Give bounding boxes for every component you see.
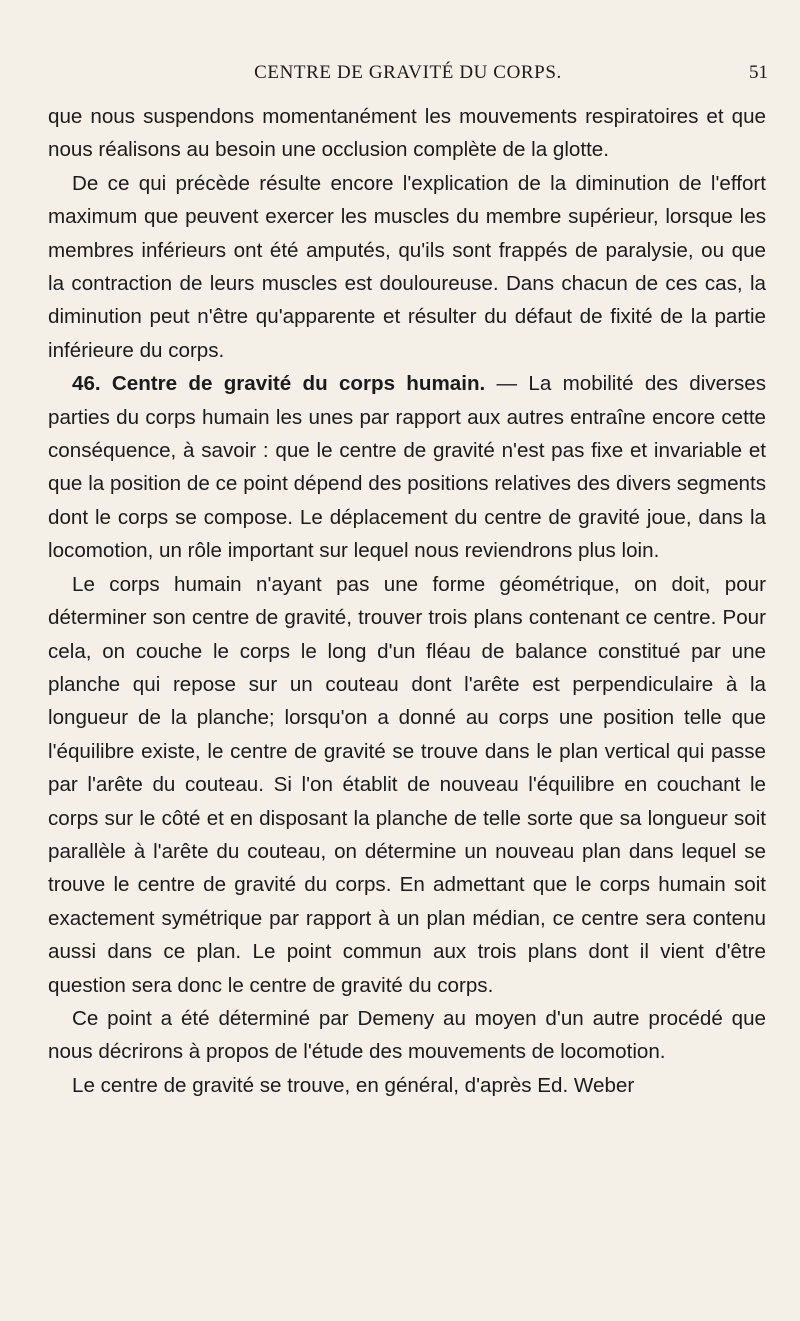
paragraph-text: — La mobilité des diverses parties du corps humain les unes par rapport aux autres entraîne encore cette conséquence, à savoir : que le centre de gravité n'est pas fixe et invariable et que la position de ce point dépend des positions relatives des divers segments dont le corps se compose. Le déplacement du centre de gravité joue, dans la locomotion, un rôle important sur lequel nous reviendrons plus loin. — [48, 372, 766, 563]
page-number: 51 — [749, 62, 768, 83]
paragraph-three-planes — [48, 568, 766, 1002]
paragraph-text: Ce point a été déterminé par Demeny au moyen d'un autre procédé que nous décrirons à propos de l'étude des mouvements de locomotion. — [48, 1006, 766, 1064]
body-text — [48, 100, 766, 1102]
paragraph-weber — [48, 1069, 766, 1102]
paragraph-text: Le centre de gravité se trouve, en général, d'après Ed. Weber — [72, 1073, 635, 1097]
page-header — [48, 62, 768, 92]
section-heading: 46. Centre de gravité du corps humain. — [72, 372, 486, 396]
paragraph-continuation — [48, 100, 766, 167]
paragraph-section-46 — [48, 367, 766, 567]
paragraph-effort-diminution — [48, 167, 766, 367]
paragraph-text: que nous suspendons momentanément les mouvements respiratoires et que nous réalisons au besoin une occlusion complète de la glotte. — [48, 105, 766, 162]
paragraph-text: De ce qui précède résulte encore l'explication de la diminution de l'effort maximum que peuvent exercer les muscles du membre supérieur, lorsque les membres inférieurs ont été amputés, qu'ils sont frappés de paralysie, ou que la contraction de leurs muscles est douloureuse. Dans chacun de ces cas, la diminution peut n'être qu'apparente et résulter du défaut de fixité de la partie inférieure du corps. — [48, 171, 766, 362]
paragraph-demeny — [48, 1002, 766, 1069]
running-title: CENTRE DE GRAVITÉ DU CORPS. — [254, 62, 562, 83]
paragraph-text: Le corps humain n'ayant pas une forme géométrique, on doit, pour déterminer son centre de gravité, trouver trois plans contenant ce centre. Pour cela, on couche le corps le long d'un fléau de balance constitué par une planche qui repose sur un couteau dont l'arête est perpendiculaire à la longueur de la planche; lorsqu'on a donné au corps une position telle que l'équilibre existe, le centre de gravité se trouve dans le plan vertical qui passe par l'arête du couteau. Si l'on établit de nouveau l'équilibre en couchant le corps sur le côté et en disposant la planche de telle sorte que sa longueur soit parallèle à l'arête du couteau, on détermine un nouveau plan dans lequel se trouve le centre de gravité du corps. En admettant que le corps humain soit exactement symétrique par rapport à un plan médian, ce centre sera contenu aussi dans ce plan. Le point commun aux trois plans dont il vient d'être question sera donc le centre de gravité du corps. — [48, 572, 766, 997]
